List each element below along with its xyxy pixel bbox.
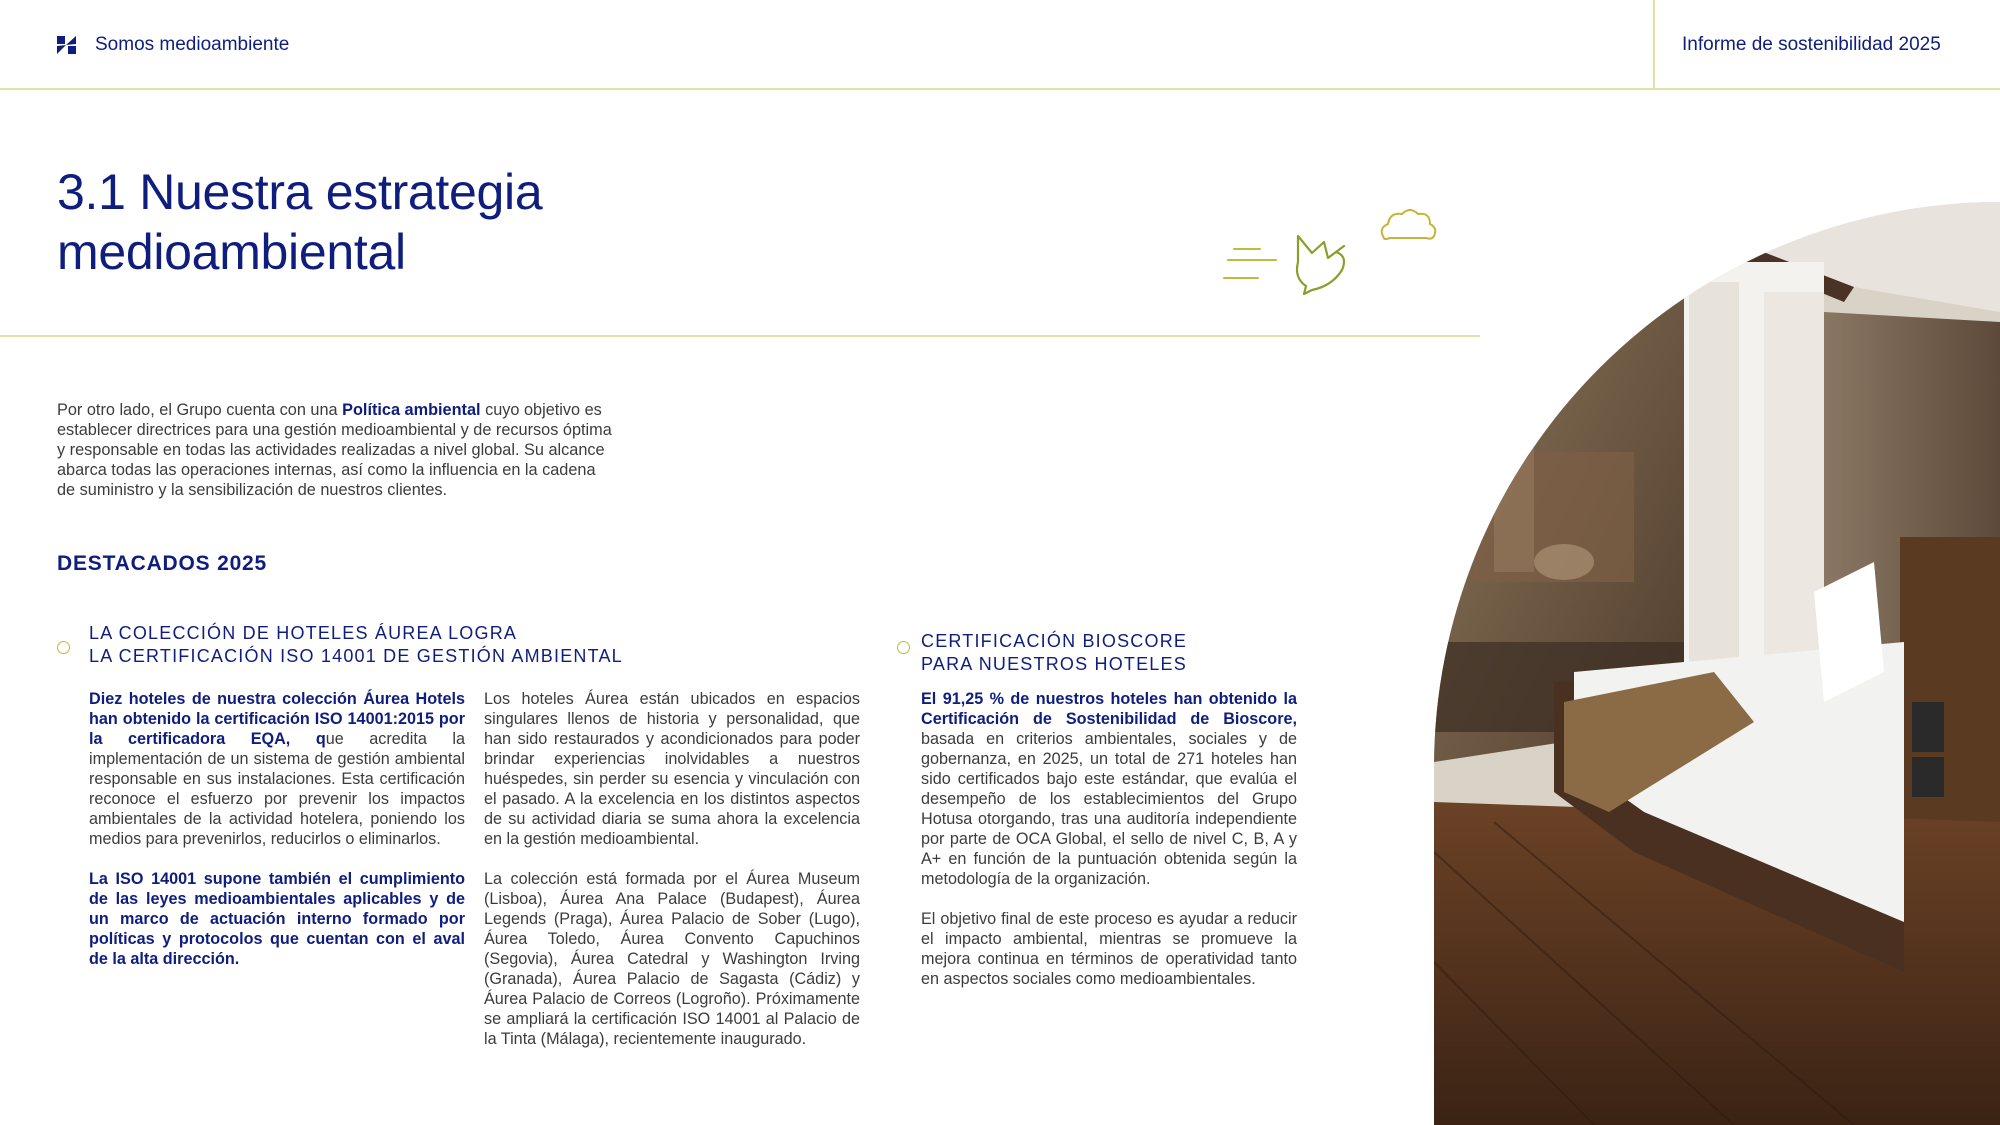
dove-illustration <box>1220 200 1440 300</box>
cloud-icon <box>1382 210 1436 239</box>
page-title <box>57 162 542 282</box>
highlight2-paragraph2: El objetivo final de este proceso es ayudar a reducir el impacto ambiental, mientras se promueve la mejora continua en términos de operatividad tanto en aspectos sociales como medioambientales. <box>921 910 1297 988</box>
highlight1-col2-paragraph2: La colección está formada por el Áurea Museum (Lisboa), Áurea Ana Palace (Budapest), Áurea Legends (Praga), Áurea Palacio de Sober (Lugo), Áurea Toledo, Áurea Convento Capuchinos (Segovia), Áurea Catedral y Washington Irving (Granada), Áurea Palacio de Sagasta (Cádiz) y Áurea Palacio de Correos (Logroño). Próximamente se ampliará la certificación ISO 14001 al Palacio de la Tinta (Málaga), recientemente inaugurado. <box>484 870 860 1048</box>
header-vertical-divider <box>1653 0 1655 89</box>
highlight1-col1-paragraph2: La ISO 14001 supone también el cumplimiento de las leyes medioambientales aplicables y de un marco de actuación interno formado por políticas y protocolos que cuentan con el aval de la alta dirección. <box>89 870 465 968</box>
speed-lines-icon <box>1224 249 1276 278</box>
highlight1-heading-line2: LA CERTIFICACIÓN ISO 14001 DE GESTIÓN AMBIENTAL <box>89 646 623 666</box>
highlight2-heading <box>921 630 1187 676</box>
highlight1-heading-line1: LA COLECCIÓN DE HOTELES ÁUREA LOGRA <box>89 623 518 643</box>
intro-text-start: Por otro lado, el Grupo cuenta con una <box>57 401 343 419</box>
report-title[interactable]: Informe de sostenibilidad 2025 <box>1682 34 1941 55</box>
highlight1-col1-p1-rest: ue acredita la implementación de un sistema de gestión ambiental responsable en sus instalaciones. Esta certificación reconoce el esfuerzo por prevenir los impactos ambientales de la actividad hotelera, poniendo los medios para prevenirlos, reducirlos o eliminarlos. <box>89 730 465 848</box>
highlight1-bullet-icon <box>57 641 70 654</box>
highlight1-col1-paragraph1 <box>89 689 465 849</box>
header-divider <box>0 88 2000 90</box>
highlight2-p1-bold: El 91,25 % de nuestros hoteles han obtenido la Certificación de Sostenibilidad de Bioscore, <box>921 690 1297 728</box>
highlight2-heading-line1: CERTIFICACIÓN BIOSCORE <box>921 631 1188 651</box>
intro-text-end: cuyo objetivo es establecer directrices para una gestión medioambiental y de recursos óptima y responsable en todas las actividades realizadas a nivel global. Su alcance abarca todas las operaciones internas, así como la influencia en la cadena de suministro y la sensibilización de nuestros clientes. <box>57 401 612 499</box>
intro-paragraph <box>57 400 612 500</box>
highlight1-col2-paragraph1: Los hoteles Áurea están ubicados en espacios singulares llenos de historia y personalidad, que han sido restaurados y acondicionados para poder brindar experiencias inolvidables a nuestros huéspedes, sin perder su esencia y vinculación con el pasado. A la excelencia en los distintos aspectos de su actividad diaria se suma ahora la excelencia en la gestión medioambiental. <box>484 690 860 848</box>
highlight2-paragraph1 <box>921 689 1297 889</box>
highlight2-heading-line2: PARA NUESTROS HOTELES <box>921 654 1187 674</box>
page-title-line1: 3.1 Nuestra estrategia <box>57 164 543 220</box>
highlight1-heading <box>89 622 623 668</box>
section-logo-icon <box>57 36 76 54</box>
highlight2-p1-rest: basada en criterios ambientales, sociales y de gobernanza, en 2025, un total de 271 hoteles han sido certificados bajo este estándar, que evalúa el desempeño de los establecimientos del Grupo Hotusa otorgando, tras una auditoría independiente por parte de OCA Global, el sello de nivel C, B, A y A+ en función de la puntuación obtenida según la metodología de la organización. <box>921 730 1297 888</box>
section-label[interactable]: Somos medioambiente <box>95 34 290 55</box>
highlights-heading: DESTACADOS 2025 <box>57 552 268 575</box>
highlight2-column <box>921 689 1297 1009</box>
highlight2-bullet-icon <box>897 641 910 654</box>
highlight1-column2 <box>484 689 860 1069</box>
highlight1-column1 <box>89 689 465 989</box>
dove-icon <box>1297 236 1344 294</box>
page-title-line2: medioambiental <box>57 224 406 280</box>
highlight1-col1-p1-bold: Diez hoteles de nuestra colección Áurea Hotels han obtenido la certificación ISO 14001:2015 por la certificadora EQA, q <box>89 690 465 748</box>
hotel-room-photo <box>1434 202 2000 1125</box>
politica-ambiental-link[interactable]: Política ambiental <box>342 401 481 419</box>
title-divider <box>0 335 1480 337</box>
